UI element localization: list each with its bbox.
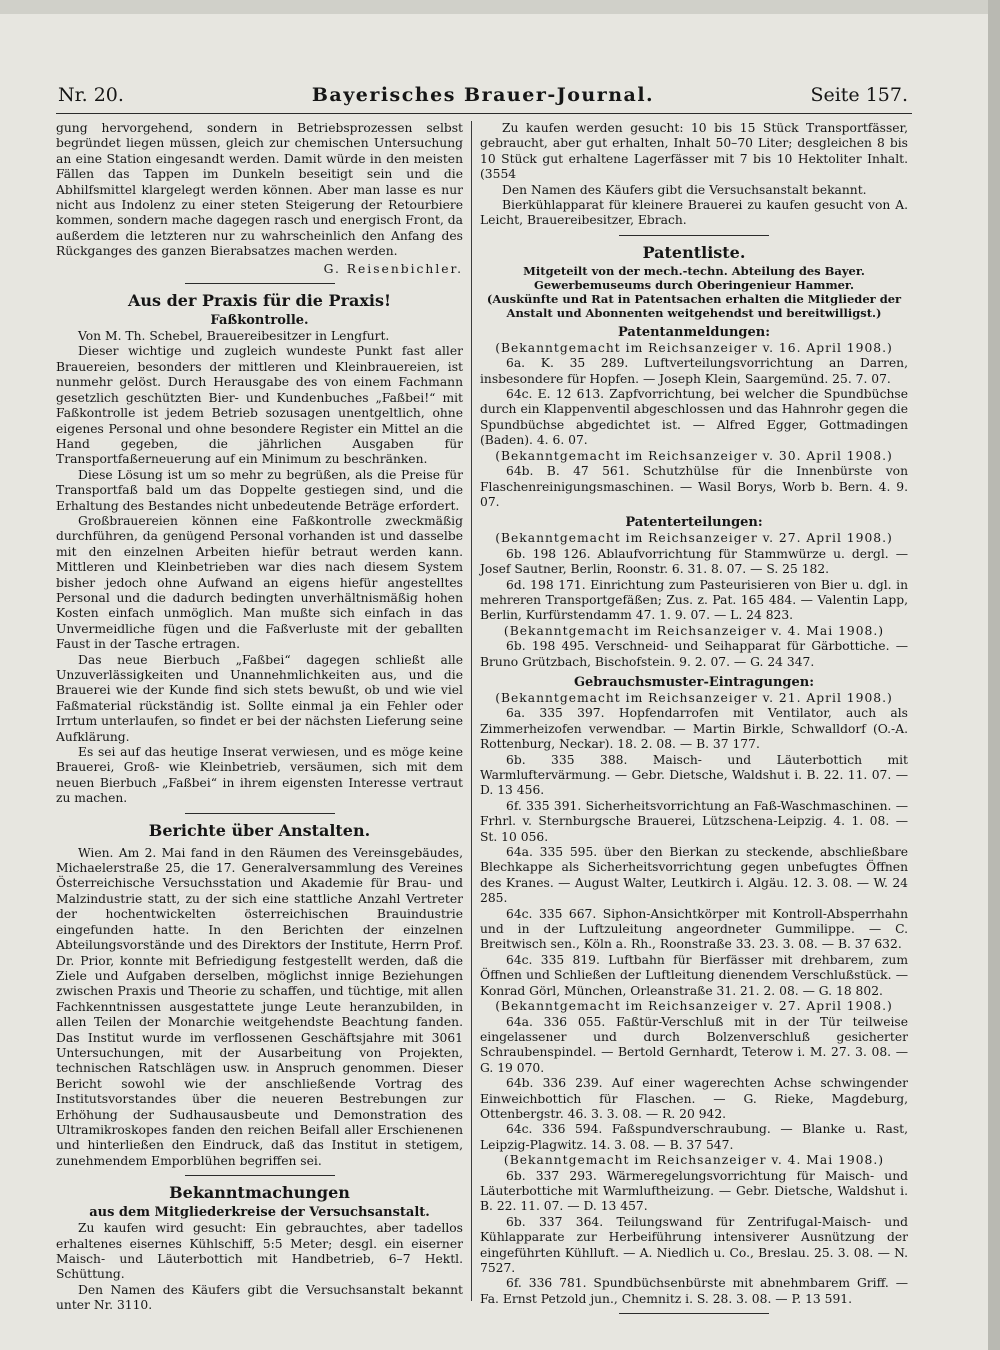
bekanntgemacht-line: (Bekanntgemacht im Reichsanzeiger v. 27. April 1908.) (495, 999, 893, 1014)
intro-signature: G. Reisenbichler. (323, 261, 463, 276)
berichte-heading: Berichte über Anstalten. (148, 820, 371, 840)
bekanntgemacht-line: (Bekanntgemacht im Reichsanzeiger v. 27. April 1908.) (495, 531, 893, 546)
bekanntgemacht-line: (Bekanntgemacht im Reichsanzeiger v. 4. Mai 1908.) (503, 1153, 885, 1168)
page-number: Seite 157. (810, 84, 908, 106)
praxis-paragraph: Das neue Bierbuch „Faßbei“ dagegen schließt alle Unzuverlässigkeiten und Unannehmlichkeiten aus, und die Brauerei wie der Kunde find sich stets bewußt, ob und wie viel Faßmaterial rückständig ist. Sollte einmal ja ein Fehler oder Irrtum unterlaufen, so findet er bei der nächsten Lieferung seine Aufklärung. (56, 652, 463, 744)
patent-entry: 64c. 335 667. Siphon-Ansichtkörper mit Kontroll-Absperrhahn und in der Luftzuleitung angeordneter Gummilippe. — C. Breitwisch sen., Köln a. Rh., Roonstraße 33. 23. 3. 08. — B. 37 632. (480, 906, 908, 952)
patent-entry: 64a. 335 595. über den Bierkan zu steckende, abschließbare Blechkappe als Sicherheitsvorrichtung gegen unbefugtes Öffnen des Kranes. — August Walter, Leutkirch i. Algäu. 12. 3. 08. — W. 24 285. (480, 845, 908, 906)
patent-entry: 6b. 335 388. Maisch- und Läuterbottich mit Warmluftervärmung. — Gebr. Dietsche, Waldshut i. B. 22. 11. 07. — D. 13 456. (480, 752, 908, 798)
bekanntmachungen-heading: Bekanntmachungen (169, 1183, 350, 1203)
issue-number: Nr. 20. (58, 84, 124, 106)
patent-source: Mitgeteilt von der mech.-techn. Abteilung des Bayer. Gewerbemuseums durch Oberingenieur Hammer. (523, 263, 865, 292)
patent-entry: 6b. 198 495. Verschneid- und Seihapparat für Gärbottiche. — Bruno Grützbach, Bischofstein. 9. 2. 07. — G. 24 347. (480, 639, 908, 669)
berichte-paragraph: Wien. Am 2. Mai fand in den Räumen des Vereinsgebäudes, Michaelerstraße 25, die 17. Generalversammlung des Vereines Österreichische Versuchsstation und Akademie für Brau- und Malzindustrie statt, zu der sich eine stattliche Anzahl Vertreter der hochentwickelten österreichischen Brauindustrie eingefunden hatte. In den Berichten der einzelnen Abteilungsvorstände und des Direktors der Institute, Herrn Prof. Dr. Prior, konnte mit Befriedigung festgestellt werden, daß die Ziele und Aufgaben derselben, möglichst innige Beziehungen zwischen Praxis und Theorie zu schaffen, und tüchtige, mit allen Fachkenntnissen ausgestattete junge Leute heranzubilden, in allen Teilen der Monarchie weitgehendste Beachtung fanden. Das Institut wurde im verflossenen Geschäftsjahre mit 3061 Untersuchungen, mit der Ausarbeitung von Projekten, technischen Ratschlägen usw. in Anspruch genommen. Dieser Bericht sowohl wie der anschließende Vortrag des Institutsvorstandes über die neueren Bestrebungen zur Erhöhung der Sudhausausbeute und Demonstration des Ultramikroskopes fanden den reichen Beifall aller Erschienenen und hinterließen den Eindruck, daß das Institut in stetigem, zunehmendem Emporblühen begriffen sei. (56, 845, 463, 1168)
patent-entry: 6b. 337 293. Wärmeregelungsvorrichtung für Maisch- und Läuterbottiche mit Warmluftheizung. — Gebr. Dietsche, Waldshut i. B. 22. 11. 07. — D. 13 457. (480, 1168, 908, 1214)
divider (619, 235, 769, 236)
patent-entry: 6b. 337 364. Teilungswand für Zentrifugal-Maisch- und Kühlapparate zur Herbeiführung intensiverer Ausnützung der eingeführten Kühlluft. — A. Niedlich u. Co., Breslau. 25. 3. 08. — N. 7527. (480, 1214, 908, 1275)
divider (185, 1175, 335, 1176)
bekanntgemacht-line: (Bekanntgemacht im Reichsanzeiger v. 21. April 1908.) (495, 690, 893, 705)
patent-entry: 6a. 335 397. Hopfendarrofen mit Ventilator, auch als Zimmerheizofen verwendbar. — Martin Birkle, Schwalldorf (O.-A. Rottenburg, Neckar). 18. 2. 08. — B. 37 177. (480, 706, 908, 752)
bekanntmachung-note: Den Namen des Käufers gibt die Versuchsanstalt bekannt unter Nr. 3110. (56, 1282, 463, 1313)
bekanntgemacht-line: (Bekanntgemacht im Reichsanzeiger v. 4. Mai 1908.) (503, 623, 885, 638)
erteilungen-heading: Patenterteilungen: (625, 515, 763, 531)
scan-edge-top (0, 0, 1000, 14)
praxis-paragraph: Es sei auf das heutige Inserat verwiesen, und es möge keine Brauerei, Groß- wie Kleinbetrieb, versäumen, sich mit dem neuen Bierbuch „Faßbei“ in ihrem eigensten Interesse vertraut zu machen. (56, 745, 463, 806)
anmeldungen-heading: Patentanmeldungen: (617, 324, 771, 340)
patent-entry: 64b. B. 47 561. Schutzhülse für die Innenbürste von Flaschenreinigungsmaschinen. — Wasil Borys, Worb b. Bern. 4. 9. 07. (480, 464, 908, 509)
patentliste-heading: Patentliste. (642, 242, 746, 262)
patent-entry: 6f. 336 781. Spundbüchsenbürste mit abnehmbarem Griff. — Fa. Ernst Petzold jun., Chemnitz i. S. 28. 3. 08. — P. 13 591. (480, 1276, 908, 1306)
patent-entry: 64c. 335 819. Luftbahn für Bierfässer mit drehbarem, zum Öffnen und Schließen der Luftleitung dienendem Verschlußstück. — Konrad Görl, München, Orleanstraße 31. 21. 2. 08. — G. 18 802. (480, 952, 908, 998)
patent-entry: 64c. 336 594. Faßspundverschraubung. — Blanke u. Rast, Leipzig-Plagwitz. 14. 3. 08. — B. 37 547. (480, 1122, 908, 1152)
journal-title: Bayerisches Brauer-Journal. (311, 84, 655, 106)
intro-paragraph: gung hervorgehend, sondern in Betriebsprozessen selbst begründet liegen müssen, gleich zur chemischen Untersuchung an eine Station eingesandt werden. Damit würde in den meisten Fällen das Tappen im Dunkeln beseitigt sein und die Abhilfsmittel klargelegt werden können. Aber man lasse es nur nicht aus Indolenz zu einer steten Steigerung der Retourbiere kommen, sondern mache dagegen rasch und energisch Front, da außerdem die letzteren nur zu wahrscheinlich den Anfang des Rückganges des ganzen Bierabsatzes machen werden. (56, 121, 463, 259)
praxis-heading: Aus der Praxis für die Praxis! (127, 291, 392, 311)
bekanntgemacht-line: (Bekanntgemacht im Reichsanzeiger v. 16. April 1908.) (495, 340, 893, 355)
gebrauchsmuster-heading: Gebrauchsmuster-Eintragungen: (573, 674, 815, 690)
right-column (480, 121, 908, 1320)
patent-entry: 64c. E. 12 613. Zapfvorrichtung, bei welcher die Spundbüchse durch ein Klappenventil abgeschlossen und das Hahnrohr gegen die Spundbüchse abgedichtet ist. — Alfred Egger, Gottmadingen (Baden). 4. 6. 07. (480, 387, 908, 448)
patent-entry: 64a. 336 055. Faßtür-Verschluß mit in der Tür teilweise eingelassener und durch Bolzenverschluß gesicherter Schraubenspindel. — Bertold Gernhardt, Teterow i. M. 27. 3. 08. — G. 19 070. (480, 1014, 908, 1075)
patent-entry: 6f. 335 391. Sicherheitsvorrichtung an Faß-Waschmaschinen. — Frhrl. v. Sternburgsche Brauerei, Lützschena-Leipzig. 4. 1. 08. — St. 10 056. (480, 798, 908, 844)
praxis-paragraph: Großbrauereien können eine Faßkontrolle zweckmäßig durchführen, da genügend Personal vorhanden ist und dasselbe mit den einzelnen Arbeiten hiefür betraut werden kann. Mittleren und Kleinbetrieben war dies nach diesem System bisher jedoch ohne Aufwand an eigens hiefür angestelltes Personal und die dadurch bedingten unverhältnismäßig hohen Kosten einfach unmöglich. Man mußte sich einfach in das Unvermeidliche fügen und die Faßverluste mit der geballten Faust in der Tasche ertragen. (56, 513, 463, 652)
patent-entry: 64b. 336 239. Auf einer wagerechten Achse schwingender Einweichbottich für Flaschen. — G. Rieke, Magdeburg, Ottenbergstr. 46. 3. 3. 08. — R. 20 942. (480, 1076, 908, 1121)
ad-paragraph: Zu kaufen werden gesucht: 10 bis 15 Stück Transportfässer, gebraucht, aber gut erhalten, Inhalt 50–70 Liter; desgleichen 8 bis 10 Stück gut erhaltene Lagerfässer mit 7 bis 10 Hektoliter Inhalt. (3554 (480, 121, 908, 182)
bekanntgemacht-line: (Bekanntgemacht im Reichsanzeiger v. 30. April 1908.) (495, 448, 893, 463)
header-rule (56, 113, 912, 114)
praxis-subheading: Faßkontrolle. (210, 313, 309, 329)
divider (185, 813, 335, 814)
column-rule (471, 121, 472, 1301)
praxis-paragraph: Dieser wichtige und zugleich wundeste Punkt fast aller Brauereien, besonders der mittleren und Kleinbrauereien, ist nunmehr gelöst. Durch Herausgabe des von einem Fachmann gesetzlich geschützten Bier- und Kundenbuches „Faßbei!“ mit Faßkontrolle ist jedem Betrieb sozusagen unentgeltlich, ohne eigenes Personal und ohne besondere Register ein Mittel an die Hand gegeben, die jährlichen Ausgaben für Transportfaßerneuerung auf ein Minimum zu beschränken. (56, 344, 463, 467)
patent-entry: 6a. K. 35 289. Luftverteilungsvorrichtung an Darren, insbesondere für Hopfen. — Joseph Klein, Saargemünd. 25. 7. 07. (480, 356, 908, 386)
ad-paragraph: Bierkühlapparat für kleinere Brauerei zu kaufen gesucht von A. Leicht, Brauereibesitzer, Ebrach. (480, 198, 908, 228)
divider (185, 283, 335, 284)
praxis-author: Von M. Th. Schebel, Brauereibesitzer in Lengfurt. (78, 329, 390, 344)
patent-entry: 6d. 198 171. Einrichtung zum Pasteurisieren von Bier u. dgl. in mehreren Transportgefäßen; Zus. z. Pat. 165 484. — Valentin Lapp, Berlin, Kurfürstendamm 47. 1. 9. 07. — L. 24 823. (480, 577, 908, 623)
left-column (56, 121, 463, 1314)
divider (619, 1313, 769, 1314)
bekanntmachung-text: Zu kaufen wird gesucht: Ein gebrauchtes, aber tadellos erhaltenes eisernes Kühlschiff, 5:5 Meter; desgl. ein eiserner Maisch- und Läuterbottich mit Handbetrieb, 6–7 Hektl. Schüttung. (56, 1221, 463, 1282)
ad-note: Den Namen des Käufers gibt die Versuchsanstalt bekannt. (502, 182, 867, 197)
praxis-paragraph: Diese Lösung ist um so mehr zu begrüßen, als die Preise für Transportfaß bald um das Doppelte gestiegen sind, und die Erhaltung des Bestandes nicht unbedeutende Beträge erfordert. (56, 467, 463, 513)
page-header (58, 84, 908, 110)
patent-entry: 6b. 198 126. Ablaufvorrichtung für Stammwürze u. dergl. — Josef Sautner, Berlin, Roonstr. 6. 31. 8. 07. — S. 25 182. (480, 546, 908, 577)
bekanntmachungen-subheading: aus dem Mitgliederkreise der Versuchsanstalt. (89, 1205, 430, 1221)
patent-note: (Auskünfte und Rat in Patentsachen erhalten die Mitglieder der Anstalt und Abonnenten weitgehendst und bereitwilligst.) (486, 291, 902, 320)
scan-edge-right (988, 0, 1000, 1350)
